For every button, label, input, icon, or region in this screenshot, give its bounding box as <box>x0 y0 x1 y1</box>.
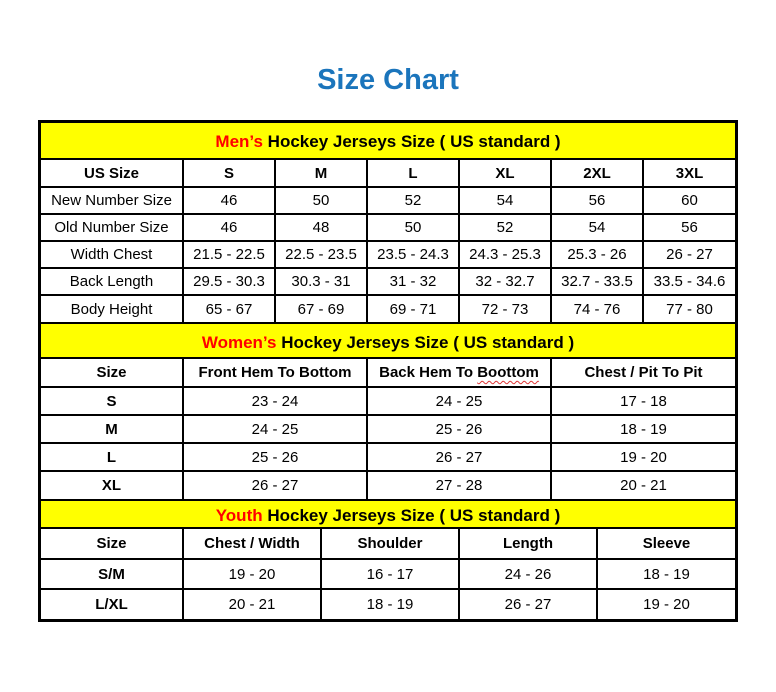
cell: 22.5 - 23.5 <box>275 241 367 268</box>
cell: 56 <box>643 214 735 241</box>
mens-section-header <box>41 123 735 160</box>
size-chart-container <box>38 120 738 622</box>
col-header-size: Size <box>41 359 183 387</box>
cell: 67 - 69 <box>275 295 367 322</box>
cell: 56 <box>551 187 643 214</box>
mens-section-header-rest: Hockey Jerseys Size ( US standard ) <box>262 132 561 151</box>
cell: 27 - 28 <box>367 471 551 499</box>
cell: 60 <box>643 187 735 214</box>
row-label: New Number Size <box>41 187 183 214</box>
table-row <box>41 214 735 241</box>
cell: 30.3 - 31 <box>275 268 367 295</box>
row-label: L <box>41 443 183 471</box>
youth-section-header-highlight: Youth <box>215 506 263 525</box>
cell: 25 - 26 <box>367 415 551 443</box>
table-row <box>41 471 735 499</box>
cell: 17 - 18 <box>551 387 735 415</box>
col-header-s: S <box>183 160 275 187</box>
row-label: M <box>41 415 183 443</box>
cell: 24 - 26 <box>459 559 597 589</box>
womens-header-row <box>41 359 735 387</box>
cell: 54 <box>551 214 643 241</box>
cell: 23 - 24 <box>183 387 367 415</box>
cell: 52 <box>459 214 551 241</box>
cell: 69 - 71 <box>367 295 459 322</box>
row-label: Body Height <box>41 295 183 322</box>
col-header-sleeve: Sleeve <box>597 529 735 559</box>
col-header-length: Length <box>459 529 597 559</box>
cell: 20 - 21 <box>183 589 321 619</box>
col-header-chest-pit: Chest / Pit To Pit <box>551 359 735 387</box>
cell: 26 - 27 <box>643 241 735 268</box>
cell: 50 <box>275 187 367 214</box>
cell: 24 - 25 <box>367 387 551 415</box>
table-row <box>41 241 735 268</box>
cell: 18 - 19 <box>321 589 459 619</box>
col-header-size: Size <box>41 529 183 559</box>
cell: 18 - 19 <box>597 559 735 589</box>
womens-section-header <box>41 322 735 359</box>
cell: 54 <box>459 187 551 214</box>
col-header-chest-width: Chest / Width <box>183 529 321 559</box>
cell: 16 - 17 <box>321 559 459 589</box>
youth-size-table <box>41 529 735 619</box>
col-header-back-hem <box>367 359 551 387</box>
cell: 32.7 - 33.5 <box>551 268 643 295</box>
cell: 33.5 - 34.6 <box>643 268 735 295</box>
cell: 46 <box>183 187 275 214</box>
col-header-xl: XL <box>459 160 551 187</box>
cell: 74 - 76 <box>551 295 643 322</box>
cell: 24.3 - 25.3 <box>459 241 551 268</box>
mens-header-row <box>41 160 735 187</box>
cell: 52 <box>367 187 459 214</box>
row-label: Old Number Size <box>41 214 183 241</box>
cell: 25.3 - 26 <box>551 241 643 268</box>
col-header-front-hem: Front Hem To Bottom <box>183 359 367 387</box>
cell: 21.5 - 22.5 <box>183 241 275 268</box>
col-header-l: L <box>367 160 459 187</box>
cell: 31 - 32 <box>367 268 459 295</box>
cell: 65 - 67 <box>183 295 275 322</box>
cell: 19 - 20 <box>597 589 735 619</box>
womens-section-header-highlight: Women’s <box>201 333 277 352</box>
table-row <box>41 559 735 589</box>
page-title: Size Chart <box>317 64 459 96</box>
table-row <box>41 387 735 415</box>
table-row <box>41 589 735 619</box>
womens-size-table <box>41 359 735 499</box>
col-header-us-size: US Size <box>41 160 183 187</box>
back-hem-misspelled-word: Boottom <box>477 364 539 381</box>
cell: 18 - 19 <box>551 415 735 443</box>
col-header-2xl: 2XL <box>551 160 643 187</box>
cell: 26 - 27 <box>367 443 551 471</box>
cell: 77 - 80 <box>643 295 735 322</box>
row-label: XL <box>41 471 183 499</box>
col-header-3xl: 3XL <box>643 160 735 187</box>
cell: 24 - 25 <box>183 415 367 443</box>
table-row <box>41 415 735 443</box>
cell: 50 <box>367 214 459 241</box>
youth-header-row <box>41 529 735 559</box>
mens-size-table <box>41 160 735 322</box>
table-row <box>41 187 735 214</box>
row-label: L/XL <box>41 589 183 619</box>
cell: 29.5 - 30.3 <box>183 268 275 295</box>
cell: 48 <box>275 214 367 241</box>
cell: 72 - 73 <box>459 295 551 322</box>
youth-section-header <box>41 499 735 529</box>
row-label: S <box>41 387 183 415</box>
row-label: Width Chest <box>41 241 183 268</box>
cell: 26 - 27 <box>183 471 367 499</box>
cell: 32 - 32.7 <box>459 268 551 295</box>
cell: 46 <box>183 214 275 241</box>
table-row <box>41 443 735 471</box>
cell: 19 - 20 <box>183 559 321 589</box>
col-header-m: M <box>275 160 367 187</box>
col-header-shoulder: Shoulder <box>321 529 459 559</box>
mens-section-header-highlight: Men’s <box>215 132 263 151</box>
table-row <box>41 295 735 322</box>
cell: 25 - 26 <box>183 443 367 471</box>
row-label: S/M <box>41 559 183 589</box>
cell: 19 - 20 <box>551 443 735 471</box>
back-hem-label-prefix: Back Hem To <box>379 364 478 381</box>
cell: 20 - 21 <box>551 471 735 499</box>
womens-section-header-rest: Hockey Jerseys Size ( US standard ) <box>276 333 575 352</box>
youth-section-header-rest: Hockey Jerseys Size ( US standard ) <box>262 506 561 525</box>
cell: 23.5 - 24.3 <box>367 241 459 268</box>
cell: 26 - 27 <box>459 589 597 619</box>
row-label: Back Length <box>41 268 183 295</box>
table-row <box>41 268 735 295</box>
